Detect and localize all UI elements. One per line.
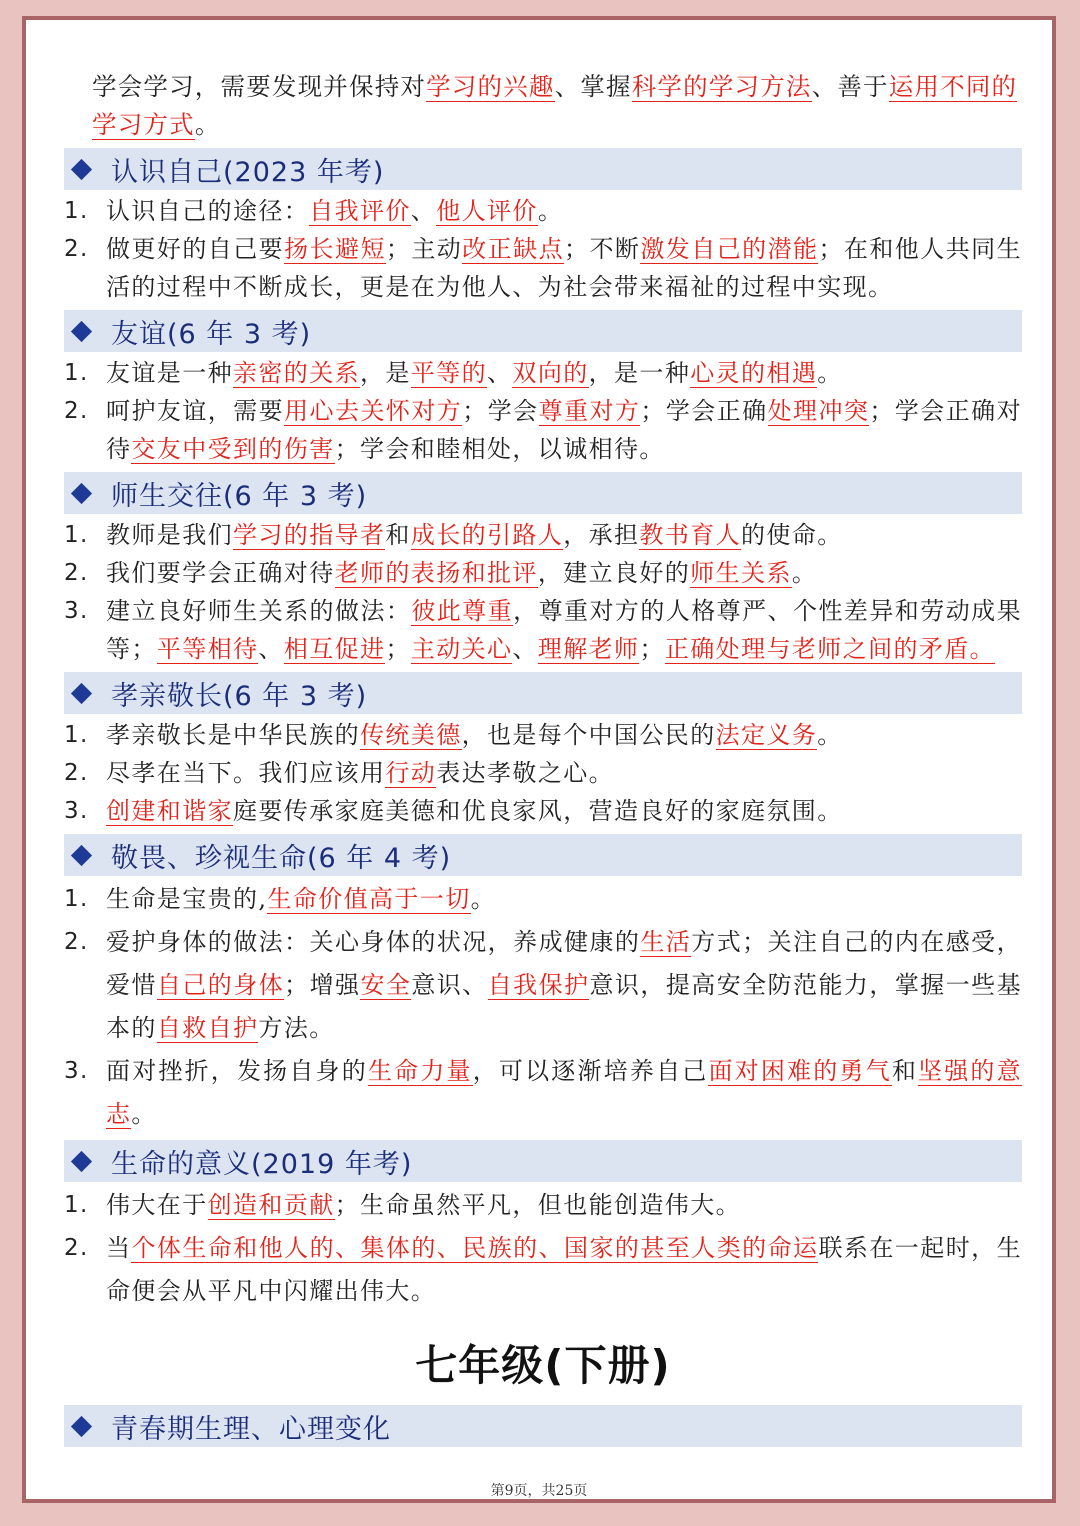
item-number: 2. [64,236,89,262]
section-title: 师生交往(6 年 3 考) [111,480,368,512]
list-item [64,192,1022,230]
list-item [64,921,1022,1050]
keyword-highlight: 自救自护 [156,1014,259,1042]
intro-paragraph [64,68,1022,144]
list-item [64,1050,1022,1136]
keyword-highlight: 双向的 [512,359,589,387]
section-title: 青春期生理、心理变化 [111,1413,391,1445]
item-number: 2. [64,929,89,955]
keyword-highlight: 亲密的关系 [233,359,360,387]
text-run: 教师是我们 [106,521,233,549]
keyword-highlight: 生命力量 [367,1057,473,1085]
keyword-highlight: 行动 [385,759,437,787]
list-item [64,878,1022,921]
list-item [64,1184,1022,1227]
section-header [64,148,1022,190]
list-item [64,554,1022,592]
text-run: ； [385,635,411,663]
text-run: 。 [470,885,497,913]
section-title: 认识自己(2023 年考) [111,156,385,188]
item-number: 2. [64,760,89,786]
text-run: 生命是宝贵的, [106,885,268,913]
text-run: 。 [817,721,843,749]
text-run: 尽孝在当下。我们应该用 [106,759,386,787]
text-run: 我们要学会正确对待 [106,559,335,587]
section-header [64,834,1022,876]
text-run: 、掌握 [554,72,632,101]
text-run: ，尊重对方的人格尊严、个性差异和劳动成果等； [106,597,1022,663]
keyword-highlight: 创造和贡献 [207,1191,335,1219]
keyword-highlight: 教书育人 [639,521,742,549]
text-run: ；学会 [462,397,539,425]
page-footer: 第9页，共25页 [490,1483,588,1499]
keyword-highlight: 安全 [360,971,412,999]
text-run: 当 [106,1234,132,1262]
item-number: 1. [64,522,89,548]
text-run: 认识自己的途径： [106,197,310,225]
text-run: 。 [131,1100,157,1128]
text-run: ；学会正确对待 [106,397,1022,463]
keyword-highlight: 传统美德 [360,721,462,749]
keyword-highlight: 科学的学习方法 [631,72,812,101]
text-run: 伟大在于 [106,1191,208,1219]
keyword-highlight: 正确处理与老师之间的矛盾。 [664,635,996,663]
section-title: 敬畏、珍视生命(6 年 4 考) [111,842,452,874]
text-run: ，是 [360,359,411,387]
page-content [64,68,1022,1449]
item-number: 2. [64,1235,89,1261]
text-run: 、 [512,635,538,663]
text-run: ；生命虽然平凡，但也能创造伟大。 [334,1191,742,1219]
keyword-highlight: 师生关系 [690,559,792,587]
document-page [22,16,1056,1503]
keyword-highlight: 面对困难的勇气 [708,1057,892,1085]
text-run: ；学会正确 [640,397,768,425]
text-run: 呵护友谊，需要 [106,397,285,425]
diamond-bullet-icon [71,320,92,341]
keyword-highlight: 自我保护 [487,971,590,999]
section-header [64,472,1022,514]
text-run: 和 [891,1057,919,1085]
section-header [64,1140,1022,1182]
text-run: 方法。 [258,1014,335,1042]
diamond-bullet-icon [71,158,92,179]
keyword-highlight: 心灵的相遇 [690,359,818,387]
keyword-highlight: 个体生命和他人的、集体的、民族的、国家的甚至人类的命运 [131,1234,819,1262]
keyword-highlight: 成长的引路人 [410,521,564,549]
text-run: 。 [194,110,221,139]
text-run: 、 [258,635,284,663]
keyword-highlight: 主动关心 [410,635,513,663]
keyword-highlight: 用心去关怀对方 [284,397,463,425]
keyword-highlight: 彼此尊重 [411,597,514,625]
list-item [64,354,1022,392]
keyword-highlight: 学习的兴趣 [426,72,555,101]
section-title: 生命的意义(2019 年考) [111,1148,413,1180]
list-item [64,392,1022,468]
list-item [64,716,1022,754]
keyword-highlight: 学习的指导者 [233,521,386,549]
keyword-highlight: 平等相待 [156,635,259,663]
text-run: 、 [410,197,437,225]
keyword-highlight: 法定义务 [715,721,818,749]
text-run: ；在和他人共同生活的过程中不断成长，更是在为他人、为社会带来福祉的过程中实现。 [106,235,1022,301]
section-title: 孝亲敬长(6 年 3 考) [111,680,368,712]
text-run: 意识、 [411,971,488,999]
list-item [64,516,1022,554]
list-item [64,592,1022,668]
diamond-bullet-icon [71,482,92,503]
list-item [64,230,1022,306]
text-run: 的使命。 [741,521,843,549]
text-run: ；学会和睦相处，以诚相待。 [334,435,665,463]
keyword-highlight: 相互促进 [283,635,386,663]
keyword-highlight: 他人评价 [436,197,538,225]
text-run: 、善于 [811,72,889,101]
section-header [64,672,1022,714]
keyword-highlight: 激发自己的潜能 [640,235,819,263]
text-run: 学会学习，需要发现并保持对 [92,72,427,101]
item-number: 1. [64,360,89,386]
keyword-highlight: 改正缺点 [462,235,565,263]
text-run: 方式；关注自己的内在感受，爱惜 [106,928,1022,999]
item-number: 3. [64,598,89,624]
item-number: 2. [64,398,89,424]
diamond-bullet-icon [71,844,92,865]
text-run: ，建立良好的 [537,559,691,587]
grade-title: 七年级(下册) [415,1341,671,1390]
text-run: ； [639,635,665,663]
keyword-highlight: 坚强的意志 [106,1057,1022,1128]
keyword-highlight: 扬长避短 [284,235,386,263]
text-run: 面对挫折，发扬自身的 [106,1057,368,1085]
diamond-bullet-icon [71,682,92,703]
text-run: ，承担 [563,521,640,549]
text-run: 。 [537,197,564,225]
text-run: 表达孝敬之心。 [436,759,615,787]
text-run: 联系在一起时，生命便会从平凡中闪耀出伟大。 [106,1234,1022,1305]
item-number: 1. [64,1192,89,1218]
keyword-highlight: 生命价值高于一切 [267,885,471,913]
keyword-highlight: 自己的身体 [156,971,285,999]
section-header [64,310,1022,352]
text-run: ；主动 [385,235,463,263]
text-run: 庭要传承家庭美德和优良家风，营造良好的家庭氛围。 [233,797,843,825]
text-run: ，也是每个中国公民的 [461,721,716,749]
list-item [64,1227,1022,1313]
text-run: 做更好的自己要 [106,235,285,263]
list-item [64,754,1022,792]
keyword-highlight: 运用不同的学习方式 [92,72,1018,139]
item-number: 3. [64,798,89,824]
text-run: ，可以逐渐培养自己 [472,1057,709,1085]
diamond-bullet-icon [71,1415,92,1436]
text-run: 友谊是一种 [106,359,233,387]
item-number: 2. [64,560,89,586]
keyword-highlight: 处理冲突 [767,397,870,425]
keyword-highlight: 交友中受到的伤害 [131,435,335,463]
keyword-highlight: 创建和谐家 [106,797,233,825]
keyword-highlight: 理解老师 [537,635,640,663]
text-run: 。 [817,359,843,387]
section-title: 友谊(6 年 3 考) [111,318,312,350]
text-run: ；不断 [564,235,641,263]
keyword-highlight: 生活 [640,928,692,956]
text-run: 孝亲敬长是中华民族的 [106,721,360,749]
text-run: 、 [487,359,513,387]
sections-container [64,148,1022,1313]
keyword-highlight: 尊重对方 [538,397,641,425]
keyword-highlight: 老师的表扬和批评 [334,559,538,587]
item-number: 1. [64,886,89,912]
item-number: 1. [64,722,89,748]
text-run: 建立良好师生关系的做法： [106,597,412,625]
list-item [64,792,1022,830]
text-run: ，是一种 [588,359,691,387]
keyword-highlight: 自我评价 [309,197,411,225]
text-run: 。 [791,559,818,587]
diamond-bullet-icon [71,1150,92,1171]
keyword-highlight: 平等的 [410,359,488,387]
text-run: ；增强 [284,971,361,999]
text-run: 爱护身体的做法：关心身体的状况，养成健康的 [106,928,641,956]
text-run: 和 [385,521,411,549]
item-number: 3. [64,1058,89,1084]
item-number: 1. [64,198,89,224]
section-header [64,1405,1022,1447]
text-run: 意识，提高安全防范能力，掌握一些基本的 [106,971,1022,1042]
